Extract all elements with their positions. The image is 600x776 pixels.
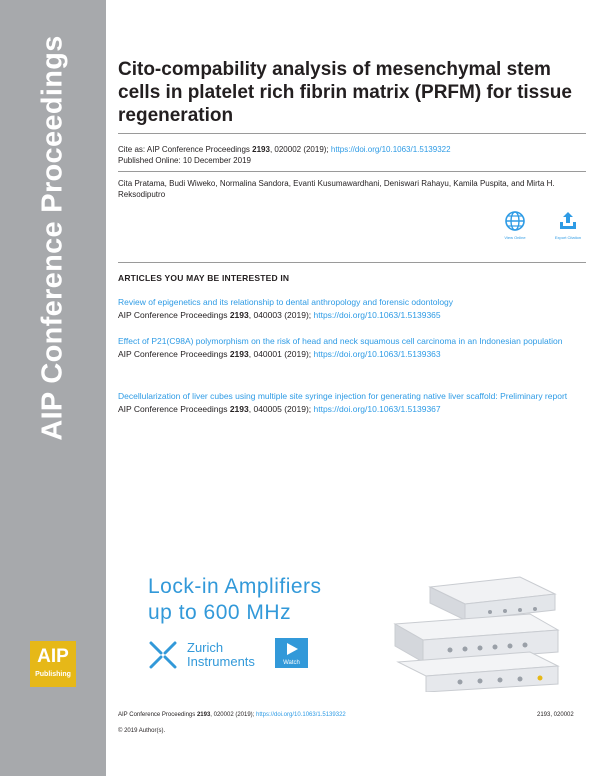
- related-article: [118, 336, 588, 360]
- logo-aip-text: AIP: [37, 646, 69, 667]
- logo-publishing-text: Publishing: [35, 671, 71, 678]
- divider: [118, 262, 586, 263]
- related-articles-heading: ARTICLES YOU MAY BE INTERESTED IN: [118, 273, 290, 283]
- lock-in-amplifier-illustration: [390, 572, 560, 692]
- footer-journal: AIP Conference Proceedings: [118, 712, 197, 718]
- published-date: Published Online: 10 December 2019: [118, 156, 251, 165]
- cite-rest: , 020002 (2019);: [269, 145, 331, 154]
- ad-brand-line2: Instruments: [187, 654, 255, 669]
- export-citation-label: Export Citation: [554, 235, 582, 240]
- related-journal: AIP Conference Proceedings: [118, 309, 230, 320]
- ad-subheadline: up to 600 MHz: [148, 601, 292, 624]
- related-doi-link[interactable]: https://doi.org/10.1063/1.5139365: [313, 309, 441, 320]
- citation-block: [118, 144, 578, 166]
- footer-doi-link[interactable]: https://doi.org/10.1063/1.5139322: [256, 712, 346, 718]
- play-icon: [285, 642, 299, 656]
- related-rest: , 040005 (2019);: [248, 403, 314, 414]
- related-journal: AIP Conference Proceedings: [118, 348, 230, 359]
- footer-volume: 2193: [196, 712, 211, 718]
- related-volume: 2193: [229, 403, 249, 414]
- footer-page-number: 2193, 020002: [537, 712, 574, 718]
- cite-volume: 2193: [252, 145, 270, 154]
- footer-citation: [118, 712, 346, 718]
- related-article: [118, 297, 588, 321]
- related-article-title[interactable]: Effect of P21(C98A) polymorphism on the risk of head and neck squamous cell carcinoma in an Indonesian population: [118, 336, 563, 346]
- zurich-instruments-logo-icon: [148, 641, 178, 669]
- related-volume: 2193: [229, 348, 249, 359]
- ad-brand-line1: Zurich: [187, 640, 224, 655]
- related-rest: , 040001 (2019);: [248, 348, 314, 359]
- related-article-citation: [118, 349, 588, 361]
- ad-headline: Lock-in Amplifiers: [148, 575, 322, 598]
- related-article-citation: [118, 310, 588, 322]
- advertisement-banner[interactable]: [120, 552, 560, 692]
- divider: [118, 133, 586, 134]
- view-online-label: View Online: [504, 235, 526, 240]
- copyright: © 2019 Author(s).: [118, 728, 166, 734]
- cite-line: [118, 144, 578, 155]
- sidebar: [0, 0, 106, 776]
- doi-link[interactable]: https://doi.org/10.1063/1.5139322: [330, 145, 451, 154]
- view-online-button[interactable]: [493, 210, 537, 240]
- export-icon: [557, 210, 579, 232]
- related-article: [118, 391, 588, 415]
- related-doi-link[interactable]: https://doi.org/10.1063/1.5139363: [313, 348, 441, 359]
- related-article-title[interactable]: Review of epigenetics and its relationship to dental anthropology and forensic odontology: [118, 297, 454, 307]
- footer-rest: , 020002 (2019);: [210, 712, 256, 718]
- globe-icon: [504, 210, 526, 232]
- related-article-title[interactable]: Decellularization of liver cubes using multiple site syringe injection for generating native liver scaffold: Preliminary report: [118, 391, 568, 401]
- related-doi-link[interactable]: https://doi.org/10.1063/1.5139367: [313, 403, 441, 414]
- related-rest: , 040003 (2019);: [248, 309, 314, 320]
- related-article-citation: [118, 404, 588, 416]
- export-citation-button[interactable]: [546, 210, 590, 240]
- aip-publishing-logo[interactable]: [30, 641, 76, 687]
- paper-title: Cito-compability analysis of mesenchymal stem cells in platelet rich fibrin matrix (PRFM) for tissue regeneration: [118, 59, 572, 126]
- watch-button[interactable]: [275, 638, 308, 668]
- divider: [118, 171, 586, 172]
- ad-brand: [187, 641, 255, 669]
- authors: Cita Pratama, Budi Wiweko, Normalina Sandora, Evanti Kusumawardhani, Deniswari Rahayu, Kamila Puspita, and Mirta H. Reksodiputro: [118, 179, 555, 199]
- related-journal: AIP Conference Proceedings: [118, 403, 230, 414]
- cite-label: Cite as: AIP Conference Proceedings: [118, 145, 253, 154]
- journal-title-vertical: AIP Conference Proceedings: [36, 35, 69, 441]
- watch-label: Watch: [283, 660, 300, 666]
- related-volume: 2193: [229, 309, 249, 320]
